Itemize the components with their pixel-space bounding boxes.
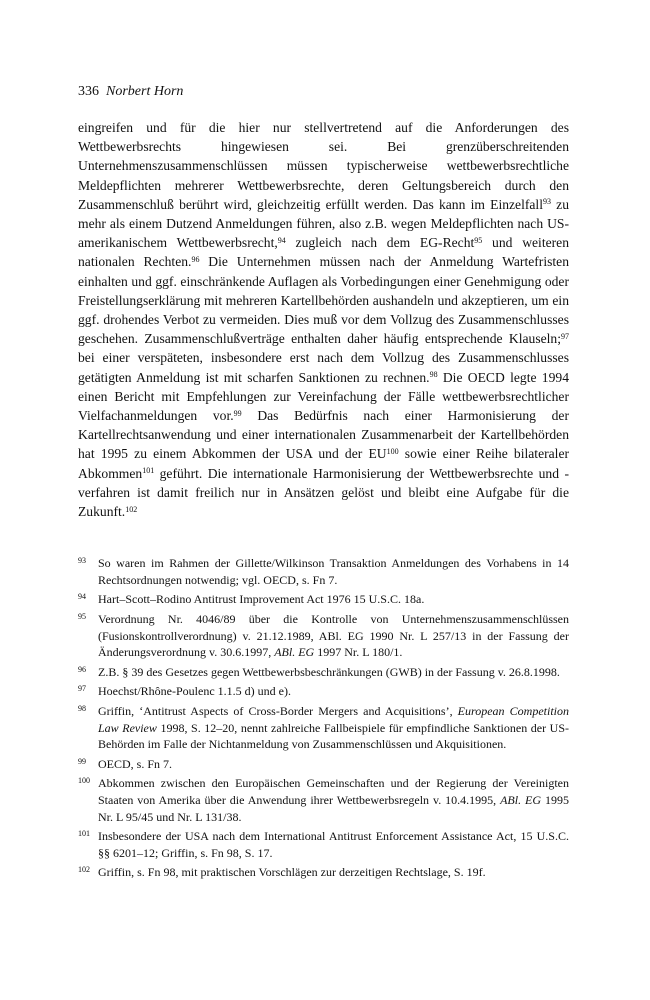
footnote-ref-94[interactable]: 94: [277, 235, 286, 245]
footnote-text: Griffin, s. Fn 98, mit praktischen Vorschlägen zur derzeitigen Rechtslage, S. 19f.: [98, 865, 486, 880]
body-text-segment: eingreifen und für die hier nur stellvertretend auf die Anforderungen des Wettbewerbsrechts hingewiesen sei. Bei grenzüberschreitenden Unternehmenszusammenschlüssen müssen typischerweise wettbewerbsrechtliche Meldepflichten mehrerer Wettbewerbsrechte, deren Geltungsbereich durch den Zusammenschluß berührt wird, gleichzeitig erfüllt werden. Das kann im Einzelfall: [78, 120, 569, 212]
footnote-100: [78, 775, 569, 825]
footnote-102: [78, 864, 569, 881]
footnote-ref-95[interactable]: 95: [474, 235, 483, 245]
footnote-text-segment: 1995 Nr. L 95/45 und Nr. L 131/38.: [98, 792, 569, 824]
footnote-number: 100: [78, 776, 90, 786]
footnote-text: Hoechst/Rhône-Poulenc 1.1.5 d) und e).: [98, 684, 291, 699]
footnote-ref-100[interactable]: 100: [386, 446, 399, 456]
footnote-ref-98[interactable]: 98: [429, 370, 438, 380]
footnote-ref-96[interactable]: 96: [191, 254, 200, 264]
body-text-segment: Das Bedürfnis nach einer Harmonisierung der Kartellrechtsanwendung und einer internationalen Zusammenarbeit der Kartellbehörden hat 1995 zu einem Abkommen der USA und der EU: [78, 408, 569, 462]
footnote-93: [78, 555, 569, 588]
footnote-text: Z.B. § 39 des Gesetzes gegen Wettbewerbsbeschränkungen (GWB) in der Fassung v. 26.8.1998.: [98, 664, 560, 679]
footnote-text-segment: 1997 Nr. L 180/1.: [314, 645, 403, 660]
footnote-96: [78, 664, 569, 681]
footnote-italic-citation: European Competition Law Review: [98, 704, 569, 735]
footnotes: [78, 555, 569, 881]
footnote-text-segment: 1998, S. 12–20, nennt zahlreiche Fallbeispiele für empfindliche Sanktionen der US-Behörden im Falle der Nichtanmeldung von Zusammenschlüssen und Akquisitionen.: [98, 720, 569, 752]
footnote-number: 94: [78, 592, 86, 602]
footnote-ref-101[interactable]: 101: [142, 466, 155, 476]
footnote-number: 102: [78, 865, 90, 875]
footnote-95: [78, 611, 569, 661]
footnote-number: 98: [78, 704, 86, 714]
footnote-number: 93: [78, 556, 86, 566]
footnote-italic-citation: ABl. EG: [274, 645, 315, 660]
body-text-segment: bei einer verspäteten, insbesondere erst nach dem Vollzug des Zusammenschlusses getätigten Anmeldung ist mit scharfen Sanktionen zu rechnen.: [78, 350, 569, 385]
footnote-ref-99[interactable]: 99: [233, 408, 242, 418]
footnote-ref-102[interactable]: 102: [125, 504, 138, 514]
footnote-101: [78, 828, 569, 861]
footnote-ref-93[interactable]: 93: [542, 197, 551, 207]
footnote-number: 99: [78, 756, 86, 766]
body-text-segment: zugleich nach dem EG-Recht: [285, 235, 475, 251]
running-head-author: Norbert Horn: [106, 84, 184, 99]
footnote-97: [78, 683, 569, 700]
body-text-segment: zu mehr als einem Dutzend Anmeldungen führen, also z.B. wegen Meldepflichten nach US-amerikanischem Wettbewerbsrecht,: [78, 196, 570, 251]
footnote-text: So waren im Rahmen der Gillette/Wilkinson Transaktion Anmeldungen des Vorhabens in 14 Rechtsordnungen notwendig; vgl. OECD, s. Fn 7.: [98, 556, 569, 587]
page-number: 336: [78, 84, 99, 99]
page: [78, 82, 569, 884]
footnote-text: OECD, s. Fn 7.: [98, 756, 173, 771]
footnote-98: [78, 703, 569, 753]
body-paragraph: [78, 118, 569, 521]
footnote-number: 95: [78, 612, 86, 622]
footnote-number: 101: [78, 829, 90, 839]
body-text-segment: Die Unternehmen müssen nach der Anmeldung Wartefristen einhalten und ggf. einschränkende Auflagen als Vorbedingungen einer Genehmigung oder Freistellungserklärung mit mehreren Kartellbehörden aushandeln und akzeptieren, um ein ggf. drohendes Verbot zu vermeiden. Dies muß vor dem Vollzug des Zusammenschlusses geschehen. Zusammenschlußverträge enthalten daher häufig entsprechende Klauseln;: [78, 254, 569, 347]
footnote-text: [98, 775, 569, 825]
footnote-text: [98, 703, 569, 753]
body-text-segment: sowie einer Reihe bilateraler Abkommen: [78, 446, 570, 481]
footnote-italic-citation: ABl. EG: [500, 792, 542, 807]
body-text-segment: und weiteren nationalen Rechten.: [78, 235, 570, 270]
body-text-segment: Die OECD legte 1994 einen Bericht mit Empfehlungen zur Vereinfachung der Fälle wettbewerbsrechtlicher Vielfachanmeldungen vor.: [78, 369, 569, 424]
body-text-segment: geführt. Die internationale Harmonisierung der Wettbewerbsrechte und -verfahren ist damit freilich nur in Ansätzen gelöst und bleibt eine Aufgabe für die Zukunft.: [78, 465, 569, 520]
footnote-text-segment: Abkommen zwischen den Europäischen Gemeinschaften und der Regierung der Vereinigten Staaten von Amerika über die Anwendung ihrer Wettbewerbsregeln v. 10.4.1995,: [98, 776, 569, 807]
footnote-text: Insbesondere der USA nach dem International Antitrust Enforcement Assistance Act, 15 U.S.C. §§ 6201–12; Griffin, s. Fn 98, S. 17.: [98, 829, 569, 860]
footnote-94: [78, 591, 569, 608]
footnote-text: Hart–Scott–Rodino Antitrust Improvement Act 1976 15 U.S.C. 18a.: [98, 592, 425, 607]
footnote-number: 96: [78, 664, 86, 674]
footnote-text-segment: Verordnung Nr. 4046/89 über die Kontrolle von Unternehmenszusammenschlüssen (Fusionskontrollverordnung) v. 21.12.1989, ABl. EG 1990 Nr. L 257/13 in der Fassung der Änderungsverordnung v. 30.6.1997,: [98, 612, 569, 660]
footnote-text: [98, 611, 569, 661]
footnote-number: 97: [78, 684, 86, 694]
footnote-ref-97[interactable]: 97: [561, 331, 569, 341]
running-head: [78, 82, 569, 102]
footnote-99: [78, 756, 569, 773]
footnote-text-segment: Griffin, ‘Antitrust Aspects of Cross-Border Mergers and Acquisitions’,: [98, 704, 458, 719]
